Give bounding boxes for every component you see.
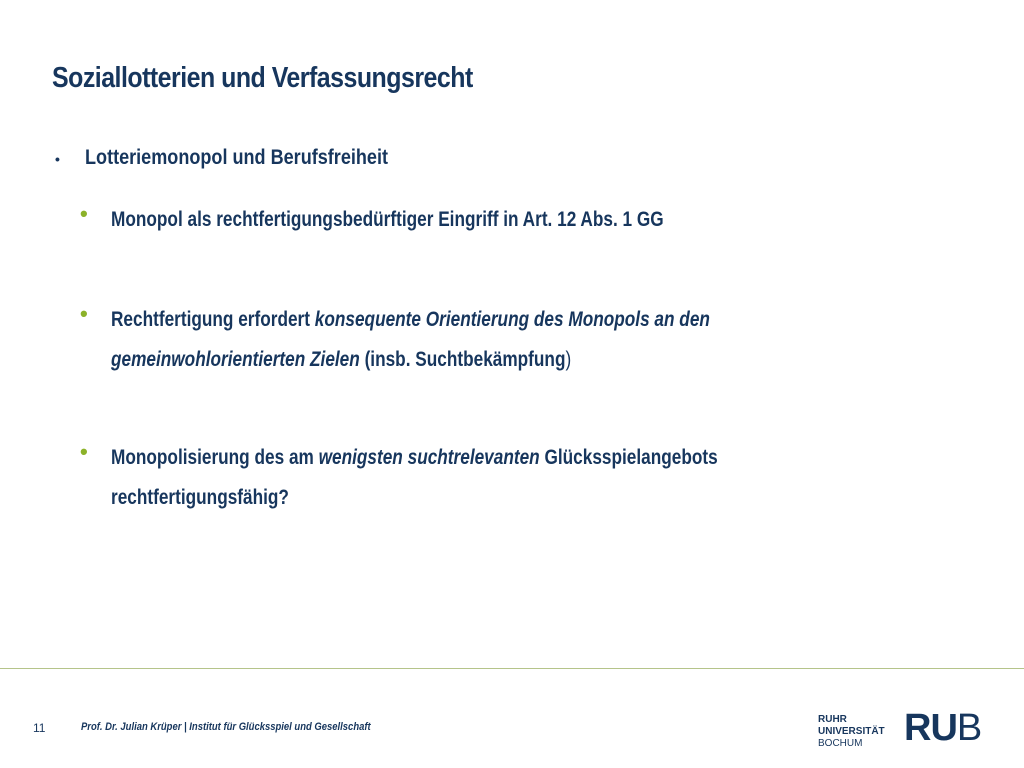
logo-line-universitaet: UNIVERSITÄT [818,726,885,737]
bullet-line [111,478,718,518]
slide-title: Soziallotterien und Verfassungsrecht [52,62,473,94]
bullet-item-3 [80,438,851,518]
bullet-span-italic: gemeinwohlorientierten Zielen [111,348,360,371]
bullet-span-plain: ) [565,348,572,371]
bullet-line [111,200,664,240]
bullet-span-italic: wenigsten suchtrelevanten [318,446,540,469]
bullet-mark: • [80,301,88,326]
bullet-line [111,300,710,340]
logo-mark-b: B [956,707,982,749]
footer-divider [0,668,1024,669]
logo-line-ruhr: RUHR [818,714,847,725]
bullet-span: Glücksspielangebots [539,446,718,469]
level1-bullet: • [55,151,60,167]
bullet-span: (insb. Suchtbekämpfung [359,348,566,371]
rub-logo [904,706,981,750]
bullet-item-2 [80,300,841,380]
bullet-span: Monopolisierung des am [111,446,319,469]
level1-item [55,146,437,170]
university-logo-text [818,714,885,750]
footer-author: Prof. Dr. Julian Krüper | Institut für Glücksspiel und Gesellschaft [81,721,371,733]
bullet-span: Rechtfertigung erfordert [111,308,315,331]
logo-line-bochum: BOCHUM [818,738,863,749]
page-number: 11 [33,721,46,735]
bullet-item-1 [80,200,785,240]
bullet-line [111,438,718,478]
bullet-span-italic: konsequente Orientierung des Monopols an den [314,308,710,331]
level1-text: Lotteriemonopol und Berufsfreiheit [85,146,389,169]
bullet-span: Monopol als rechtfertigungsbedürftiger Eingriff in Art. 12 Abs. 1 GG [111,208,664,231]
logo-mark-ru: RU [904,707,957,749]
bullet-body [111,300,710,380]
bullet-mark: • [80,439,88,464]
bullet-body [111,438,718,518]
bullet-mark: • [80,201,88,226]
bullet-line [111,340,710,380]
bullet-body [111,200,664,240]
bullet-span: rechtfertigungsfähig? [111,486,289,509]
